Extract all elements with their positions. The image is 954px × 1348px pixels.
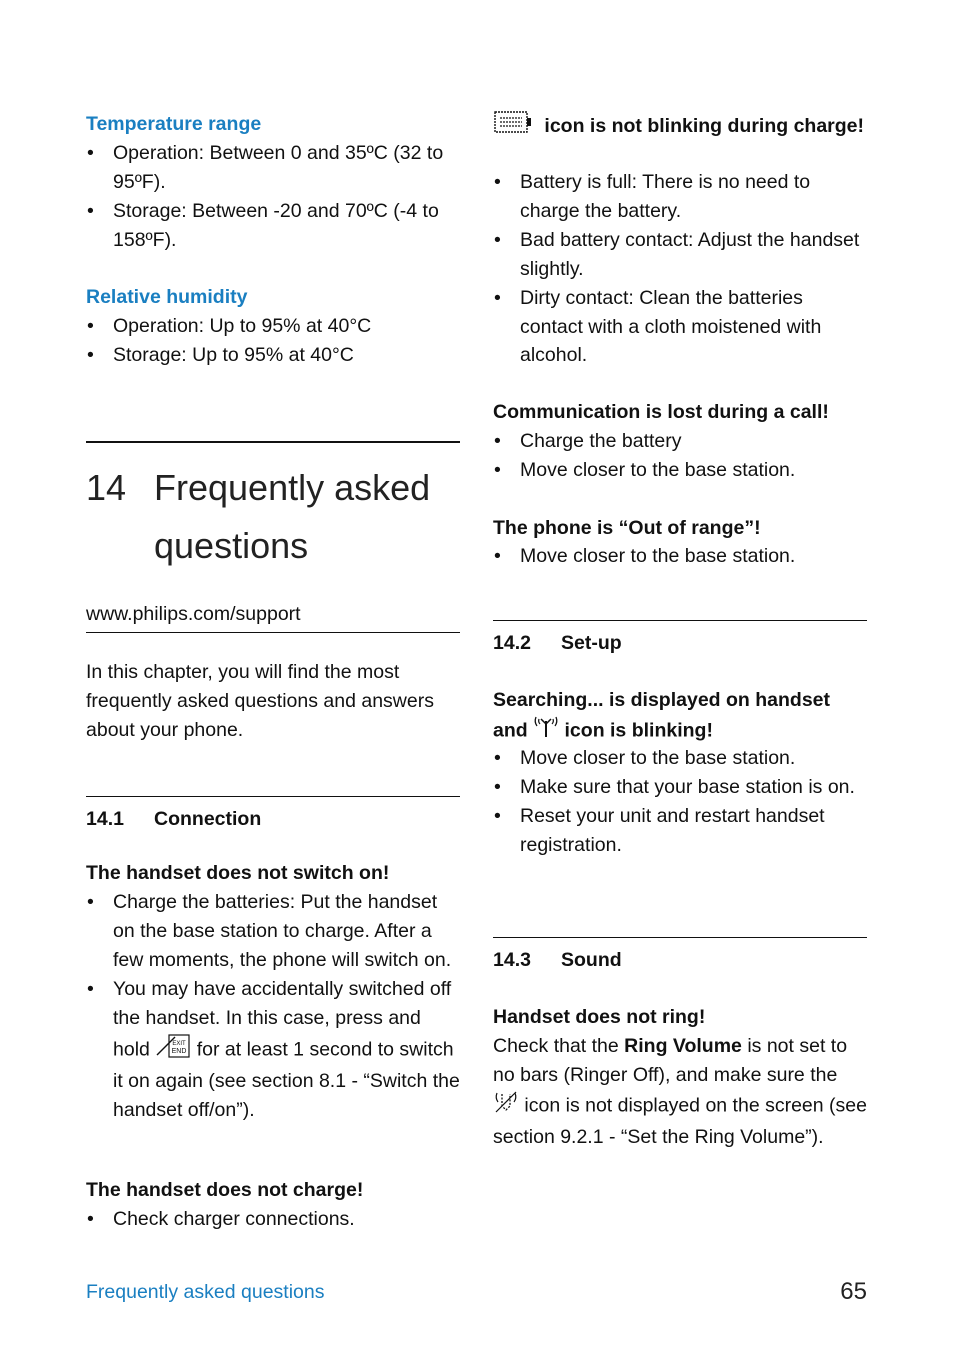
section-title: Sound (561, 949, 622, 971)
list-item: • Operation: Up to 95% at 40°C (86, 312, 460, 341)
question-list (493, 168, 867, 370)
list-item: • Dirty contact: Clean the batteries contact with a cloth moistened with alcohol. (493, 284, 867, 371)
list-item: • Move closer to the base station. (493, 456, 867, 485)
page-number: 65 (840, 1278, 867, 1305)
question-heading (493, 110, 867, 143)
signal-antenna-icon (533, 715, 559, 748)
intro-paragraph: In this chapter, you will find the most frequently asked questions and answers about your phone. (86, 661, 434, 741)
ringer-off-icon (493, 1090, 519, 1123)
question-list (493, 744, 867, 860)
answer-paragraph (493, 1032, 867, 1152)
answer-text: icon is not displayed on the screen (see section 9.2.1 - “Set the Ring Volume”). (493, 1094, 867, 1148)
list-item: • Bad battery contact: Adjust the handset slightly. (493, 226, 867, 284)
section-title: Set-up (561, 632, 622, 654)
section-title: Connection (154, 808, 262, 830)
chapter-rule (86, 441, 460, 443)
question-heading: The handset does not switch on! (86, 862, 390, 884)
question-heading: The phone is “Out of range”! (493, 517, 761, 539)
list-item: • Reset your unit and restart handset registration. (493, 802, 867, 860)
question-list (493, 427, 867, 485)
section-rule (86, 796, 460, 797)
svg-text:END: END (171, 1047, 187, 1055)
answer-text: is not set to no bars (Ringer Off), and make sure the (493, 1035, 848, 1086)
question-text: icon is blinking! (564, 719, 713, 742)
chapter-title-line1: Frequently asked (154, 467, 431, 508)
temperature-heading: Temperature range (86, 113, 262, 135)
question-text: icon is not blinking during charge! (544, 114, 865, 137)
section-rule (493, 620, 867, 621)
section-heading-setup (493, 629, 622, 658)
list-item: • Storage: Up to 95% at 40°C (86, 341, 460, 370)
list-item (86, 975, 460, 1126)
question-heading: Handset does not ring! (493, 1006, 706, 1028)
section-rule (493, 937, 867, 938)
list-item: • Move closer to the base station. (493, 744, 867, 773)
list-item: • Move closer to the base station. (493, 542, 867, 571)
question-heading: The handset does not charge! (86, 1179, 364, 1201)
question-list (86, 1205, 460, 1234)
section-heading-connection (86, 805, 261, 834)
list-item: • Storage: Between -20 and 70ºC (-4 to 158ºF). (86, 197, 460, 255)
list-item: • Check charger connections. (86, 1205, 460, 1234)
question-text: and (493, 719, 528, 742)
question-list (86, 888, 460, 1125)
humidity-list (86, 312, 460, 370)
support-url: www.philips.com/support (86, 603, 301, 625)
end-key-icon (155, 1033, 191, 1068)
section-number: 14.1 (86, 808, 124, 830)
section-number: 14.3 (493, 949, 531, 971)
list-item: • Battery is full: There is no need to charge the battery. (493, 168, 867, 226)
list-item: • Charge the battery (493, 427, 867, 456)
svg-text:EXIT: EXIT (172, 1040, 186, 1047)
battery-icon (493, 110, 533, 143)
question-text: Searching... is displayed on handset (493, 689, 831, 711)
ring-volume-term: Ring Volume (624, 1035, 742, 1057)
question-heading: Communication is lost during a call! (493, 401, 829, 423)
section-number: 14.2 (493, 632, 531, 654)
chapter-title-line2: questions (154, 525, 309, 566)
divider (86, 632, 460, 633)
list-item: • Charge the batteries: Put the handset on the base station to charge. After a few moments, the phone will switch on. (86, 888, 460, 975)
list-item: • Operation: Between 0 and 35ºC (32 to 95ºF). (86, 139, 460, 197)
answer-text: Check that the (493, 1035, 619, 1057)
section-heading-sound (493, 946, 622, 975)
question-list (493, 542, 867, 571)
list-item: • Make sure that your base station is on. (493, 773, 867, 802)
footer-section-name: Frequently asked questions (86, 1281, 325, 1303)
list-item-text: You may have accidentally switched off the handset. In this case, press and hold (113, 977, 452, 1061)
chapter-number: 14 (86, 467, 127, 508)
temperature-list (86, 139, 460, 255)
question-heading (493, 686, 867, 748)
humidity-heading: Relative humidity (86, 286, 248, 308)
list-item-text: for at least 1 second to switch it on again (see section 8.1 - “Switch the handset off/on”). (113, 1038, 460, 1122)
